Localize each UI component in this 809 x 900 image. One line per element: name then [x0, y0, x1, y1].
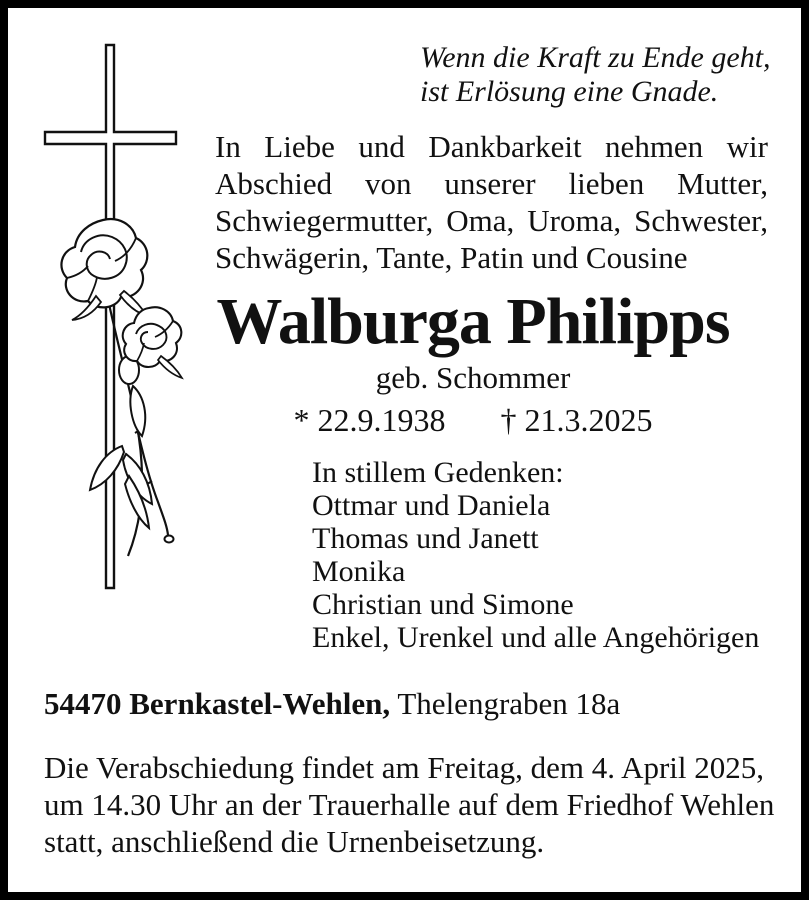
mourner-line: Ottmar und Daniela	[312, 489, 551, 522]
mourner-line: Christian und Simone	[312, 588, 574, 621]
life-dates	[198, 404, 748, 436]
maiden-name: geb. Schommer	[375, 360, 571, 395]
epigraph-line-1: Wenn die Kraft zu Ende geht,	[420, 41, 771, 74]
address-line	[44, 688, 620, 719]
mourner-line: Thomas und Janett	[312, 522, 539, 555]
epigraph	[420, 41, 771, 109]
remembrance-block	[312, 456, 759, 654]
birth-date: * 22.9.1938	[293, 402, 446, 438]
funeral-details: Die Verabschiedung findet am Freitag, dem 4. April 2025, um 14.30 Uhr an der Trauerhalle auf dem Friedhof Wehlen statt, anschließend die Urnenbeisetzung.	[44, 750, 775, 859]
address-city: 54470 Bernkastel-Wehlen,	[44, 686, 391, 721]
cross-roses-icon	[36, 38, 188, 598]
address-street: Thelengraben 18a	[397, 686, 621, 721]
epigraph-line-2: ist Erlösung eine Gnade.	[420, 75, 719, 108]
intro-text: In Liebe und Dankbarkeit nehmen wir Abschied von unserer lieben Mutter, Schwiegermutter, Oma, Uroma, Schwester, Schwägerin, Tante, Patin und Cousine	[215, 129, 768, 275]
deceased-name: Walburga Philipps	[216, 285, 730, 358]
deceased-name-block	[198, 285, 748, 358]
mourner-line: Enkel, Urenkel und alle Angehörigen	[312, 621, 760, 654]
rose-large	[61, 219, 147, 320]
stem-tip	[165, 536, 174, 543]
mourner-line: Monika	[312, 555, 406, 588]
death-date: † 21.3.2025	[500, 402, 653, 438]
leaf-small	[130, 386, 145, 436]
remembrance-heading: In stillem Gedenken:	[312, 456, 564, 489]
